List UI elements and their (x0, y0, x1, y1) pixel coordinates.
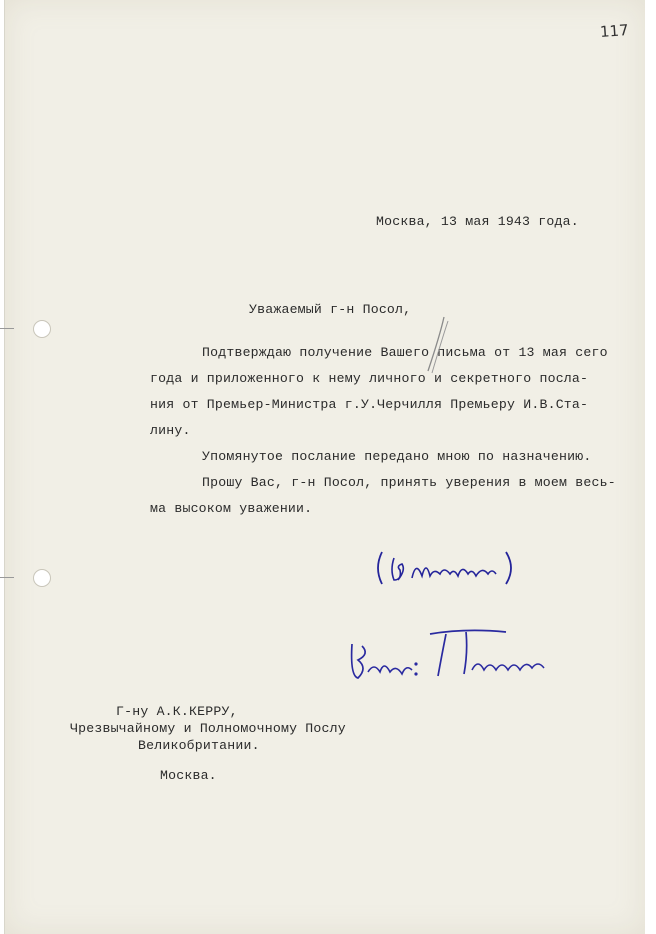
punch-hole-bottom (33, 569, 51, 587)
body-line: лину. (150, 423, 191, 438)
pencil-mark (420, 315, 450, 375)
signature-molotov (372, 546, 522, 590)
body-line: ма высоком уважении. (150, 501, 313, 516)
certification-signature (346, 624, 556, 694)
addressee-line: Г-ну А.К.КЕРРУ, (116, 704, 238, 719)
archive-page-number: 117 (599, 21, 630, 41)
salutation: Уважаемый г-н Посол, (249, 302, 412, 317)
punch-hole-top (33, 320, 51, 338)
scan-margin (645, 0, 656, 934)
edge-mark (0, 577, 14, 578)
document-page (4, 0, 646, 934)
body-line: ния от Премьер-Министра г.У.Черчилля Премьеру И.В.Ста- (150, 397, 589, 412)
body-line: года и приложенного к нему личного и секретного посла- (150, 371, 589, 386)
body-line: Прошу Вас, г-н Посол, принять уверения в моем весь- (202, 475, 616, 490)
body-line: Подтверждаю получение Вашего письма от 13 мая сего (202, 345, 608, 360)
edge-mark (0, 328, 14, 329)
place-date: Москва, 13 мая 1943 года. (376, 214, 579, 229)
addressee-line: Великобритании. (138, 738, 260, 753)
addressee-line: Москва. (160, 768, 217, 783)
body-line: Упомянутое послание передано мною по назначению. (202, 449, 592, 464)
addressee-line: Чрезвычайному и Полномочному Послу (70, 721, 346, 736)
